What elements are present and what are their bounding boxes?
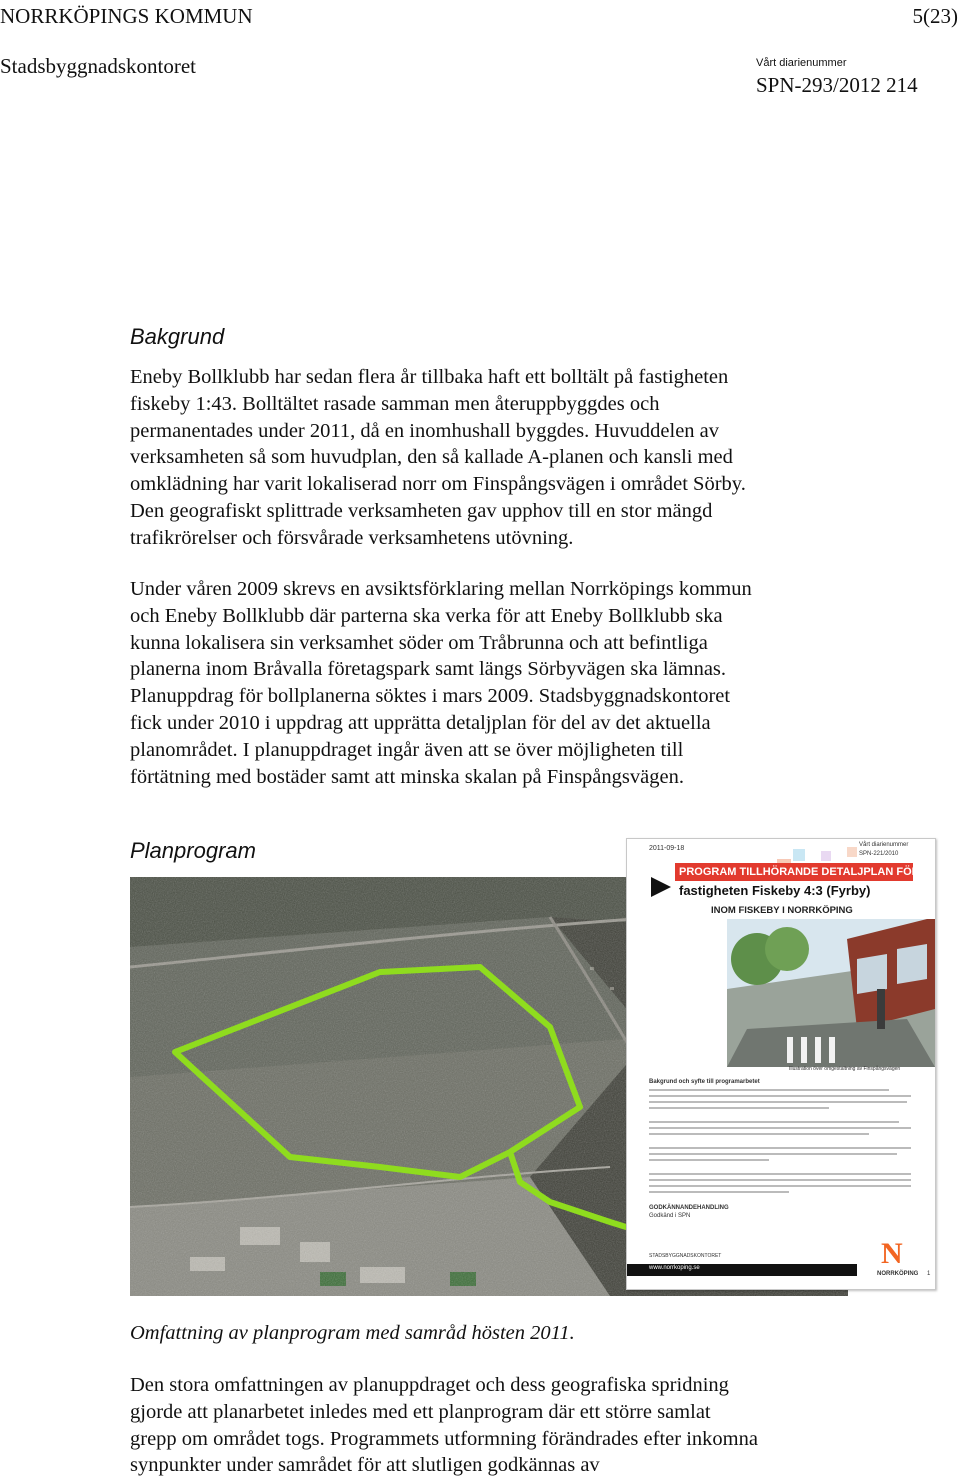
cover-ref-label: Vårt diarienummer	[859, 842, 909, 848]
section-heading-background: Bakgrund	[130, 324, 225, 349]
cover-website: www.norrkoping.se	[649, 1265, 700, 1271]
norrkoping-logo-icon: N	[881, 1237, 903, 1270]
cover-street-illustration	[727, 919, 935, 1067]
cover-ref-number: SPN-221/2010	[859, 851, 899, 857]
paragraph-background-2: Under våren 2009 skrevs en avsiktsförklaring mellan Norrköpings kommun och Eneby Bollklubb där parterna ska verka för att Eneby Bollklubb ska kunna lokalisera sin verksamhet söder om Tråbrunna och att befintliga planerna inom Bråvalla företagspark samt längs Sörbyvägen ska lämnas. Planuppdrag för bollplanerna söktes i mars 2009. Stadsbyggnadskontoret fick under 2010 i uppdrag att upprätta detaljplan för del av det aktuella planområdet. I planuppdraget ingår även att se över möjligheten till förtätning med bostäder samt att minska skalan på Finspångsvägen.	[130, 578, 752, 788]
reference-label: Vårt diarienummer	[756, 57, 847, 69]
figure-caption: Omfattning av planprogram med samråd hösten 2011.	[130, 1322, 575, 1344]
cover-approval-sub: Godkänd i SPN	[649, 1213, 691, 1219]
reference-number: SPN-293/2012 214	[756, 73, 918, 97]
cover-page-number: 1	[927, 1271, 931, 1277]
cover-date: 2011-09-18	[649, 845, 685, 852]
cover-body-heading: Bakgrund och syfte till programarbetet	[649, 1079, 760, 1085]
page-number: 5(23)	[912, 4, 958, 28]
cover-title-line2: fastigheten Fiskeby 4:3 (Fyrby)	[679, 883, 871, 898]
paragraph-background-1: Eneby Bollklubb har sedan flera år tillbaka haft ett bolltält på fastigheten fiskeby 1:43. Bolltältet rasade samman men återuppbyggdes och permanentades under 2011, då en inomhushall byggdes. Huvuddelen av verksamheten så som huvudplan, den så kallade A-planen och kansli med omklädning har varit lokaliserad norr om Finspångsvägen i området Sörby. Den geografiskt splittrade verksamheten gav upphov till en stor mängd trafikrörelser och försvårade verksamhetens utövning.	[130, 366, 746, 549]
cover-title-line3: INOM FISKEBY I NORRKÖPING	[711, 905, 853, 916]
cover-illustration-caption: Illustration över omgestaltning av Finspångsvägen	[789, 1066, 901, 1072]
section-heading-program: Planprogram	[130, 838, 256, 863]
paragraph-program-1: Den stora omfattningen av planuppdraget och dess geografiska spridning gjorde att planarbetet inledes med ett planprogram där ett större samlat grepp om området togs. Programmets utformning förändrades efter inkomna synpunkter under samrådet för att slutligen godkännas av	[130, 1374, 758, 1477]
program-cover-document	[626, 838, 936, 1290]
cover-office: STADSBYGGNADSKONTORET	[649, 1253, 722, 1259]
cover-approval: GODKÄNNANDEHANDLING	[649, 1205, 729, 1211]
organization-name: NORRKÖPINGS KOMMUN	[0, 4, 253, 28]
cover-logo-text: NORRKÖPING	[877, 1271, 919, 1277]
office-name: Stadsbyggnadskontoret	[0, 54, 196, 78]
play-triangle-icon	[649, 875, 673, 899]
cover-title-line1: PROGRAM TILLHÖRANDE DETALJPLAN FÖR	[679, 866, 920, 878]
